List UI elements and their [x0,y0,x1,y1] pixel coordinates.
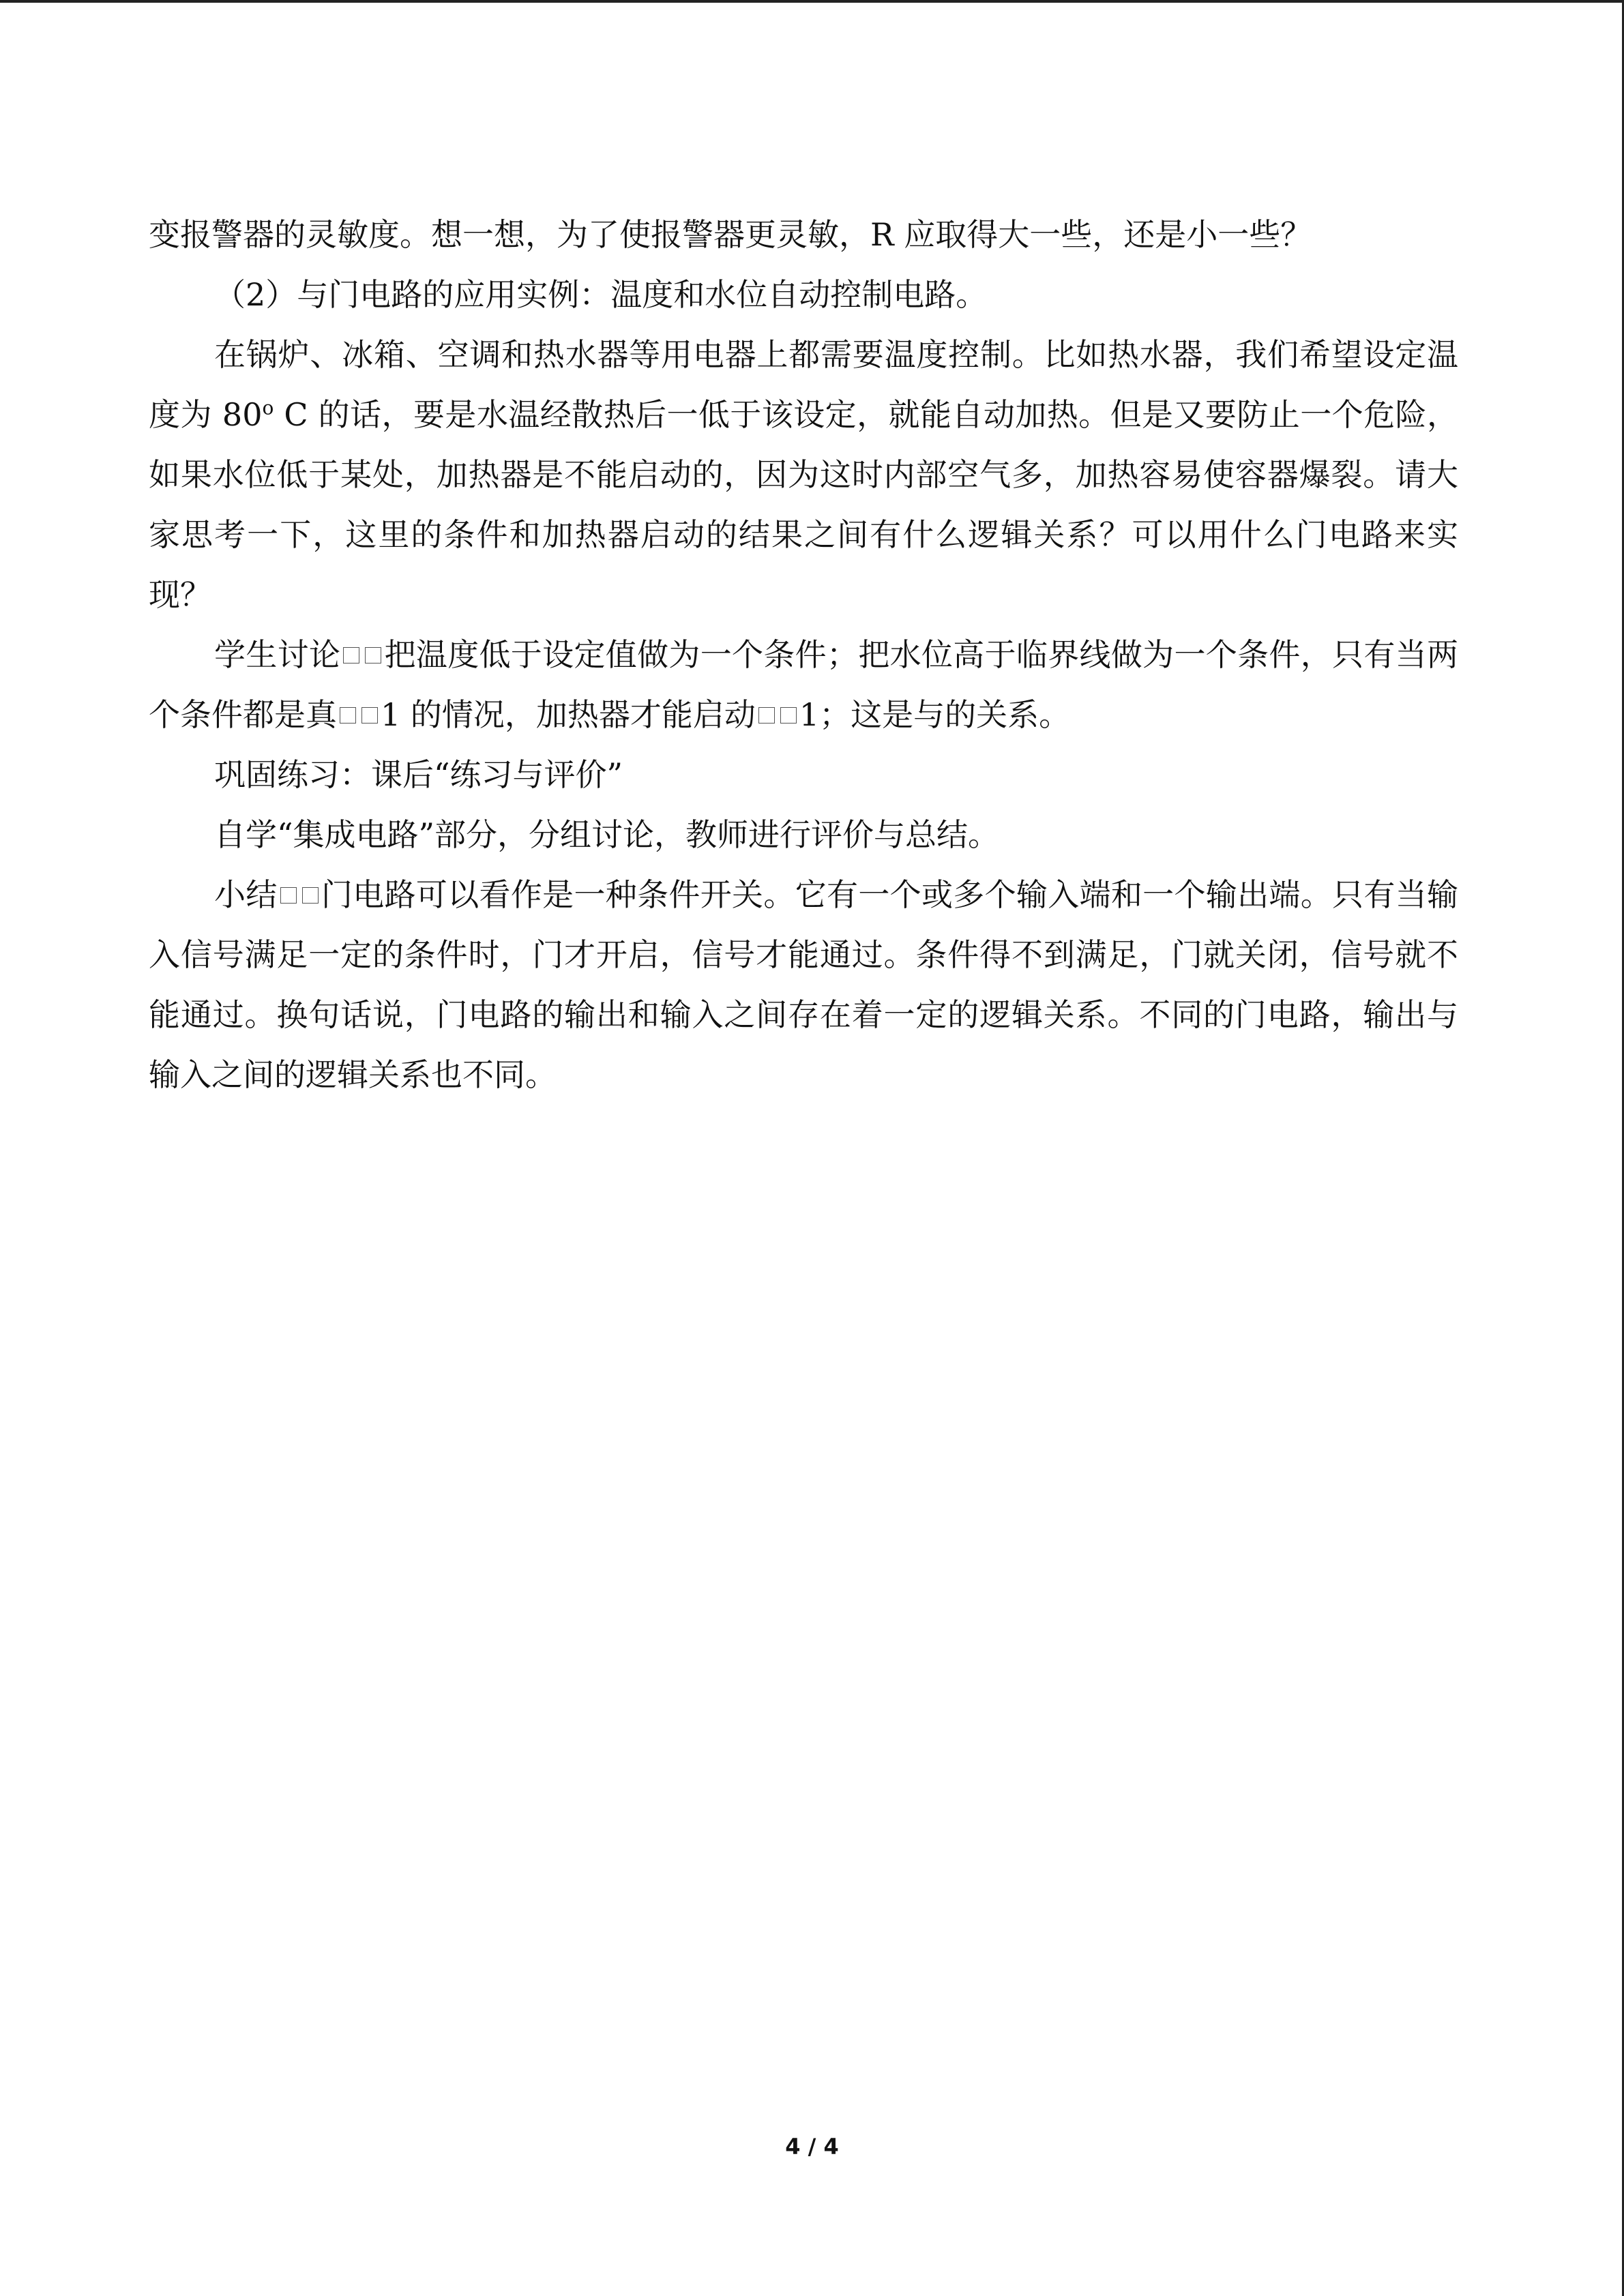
paragraph-alarm-sensitivity: 变报警器的灵敏度。想一想，为了使报警器更灵敏，R 应取得大一些，还是小一些？ [149,216,1312,253]
missing-glyph-box [780,707,797,724]
missing-glyph-box [365,647,381,664]
page-border-top [0,0,1624,3]
temperature-text-end: C 的话，要是水温经散热后一低于该设定，就能自动加热。但是又要防止一个危险，如果水位低于某处，加热器是不能启动的，因为这时内部空气多，加热容易使容器爆裂。请大家思考一下，这里的条件和加热器启动的结果之间有什么逻辑关系？可以用什么门电路来实现？ [149,396,1459,613]
page-number: 4 / 4 [785,2134,839,2160]
missing-glyph-box [361,707,378,724]
temperature-text-start: 在锅炉、冰箱、空调和热水器等用电器上都需要温度控制。比如热水器，我们希望设定温度为 80 [149,336,1458,433]
summary-label: 小结 [214,876,278,913]
discussion-label: 学生讨论 [214,636,341,673]
missing-glyph-box [280,887,297,904]
paragraph-and-gate-example-heading: （2）与门电路的应用实例：温度和水位自动控制电路。 [214,276,988,313]
degree-superscript: o [262,396,274,419]
document-body [149,205,1458,1105]
missing-glyph-box [302,887,319,904]
paragraph-self-study: 自学“集成电路”部分，分组讨论，教师进行评价与总结。 [214,816,1000,853]
missing-glyph-box [340,707,356,724]
paragraph-temperature-control [149,325,1458,625]
discussion-text-2: 1 的情况，加热器才能启动 [381,696,756,733]
discussion-text-3: 1；这是与的关系。 [799,696,1071,733]
missing-glyph-box [758,707,775,724]
paragraph-practice: 巩固练习：课后“练习与评价” [214,756,623,793]
discussion-text-1: 把温度低于设定值做为一个条件；把水位高于临界线做为一个条件，只有当两个条件都是真 [149,636,1459,733]
missing-glyph-box [343,647,359,664]
paragraph-summary [149,865,1458,1105]
summary-text: 门电路可以看作是一种条件开关。它有一个或多个输入端和一个输出端。只有当输入信号满足一定的条件时，门才开启，信号才能通过。条件得不到满足，门就关闭，信号就不能通过。换句话说，门电路的输出和输入之间存在着一定的逻辑关系。不同的门电路，输出与输入之间的逻辑关系也不同。 [149,876,1459,1093]
paragraph-student-discussion [149,625,1458,745]
